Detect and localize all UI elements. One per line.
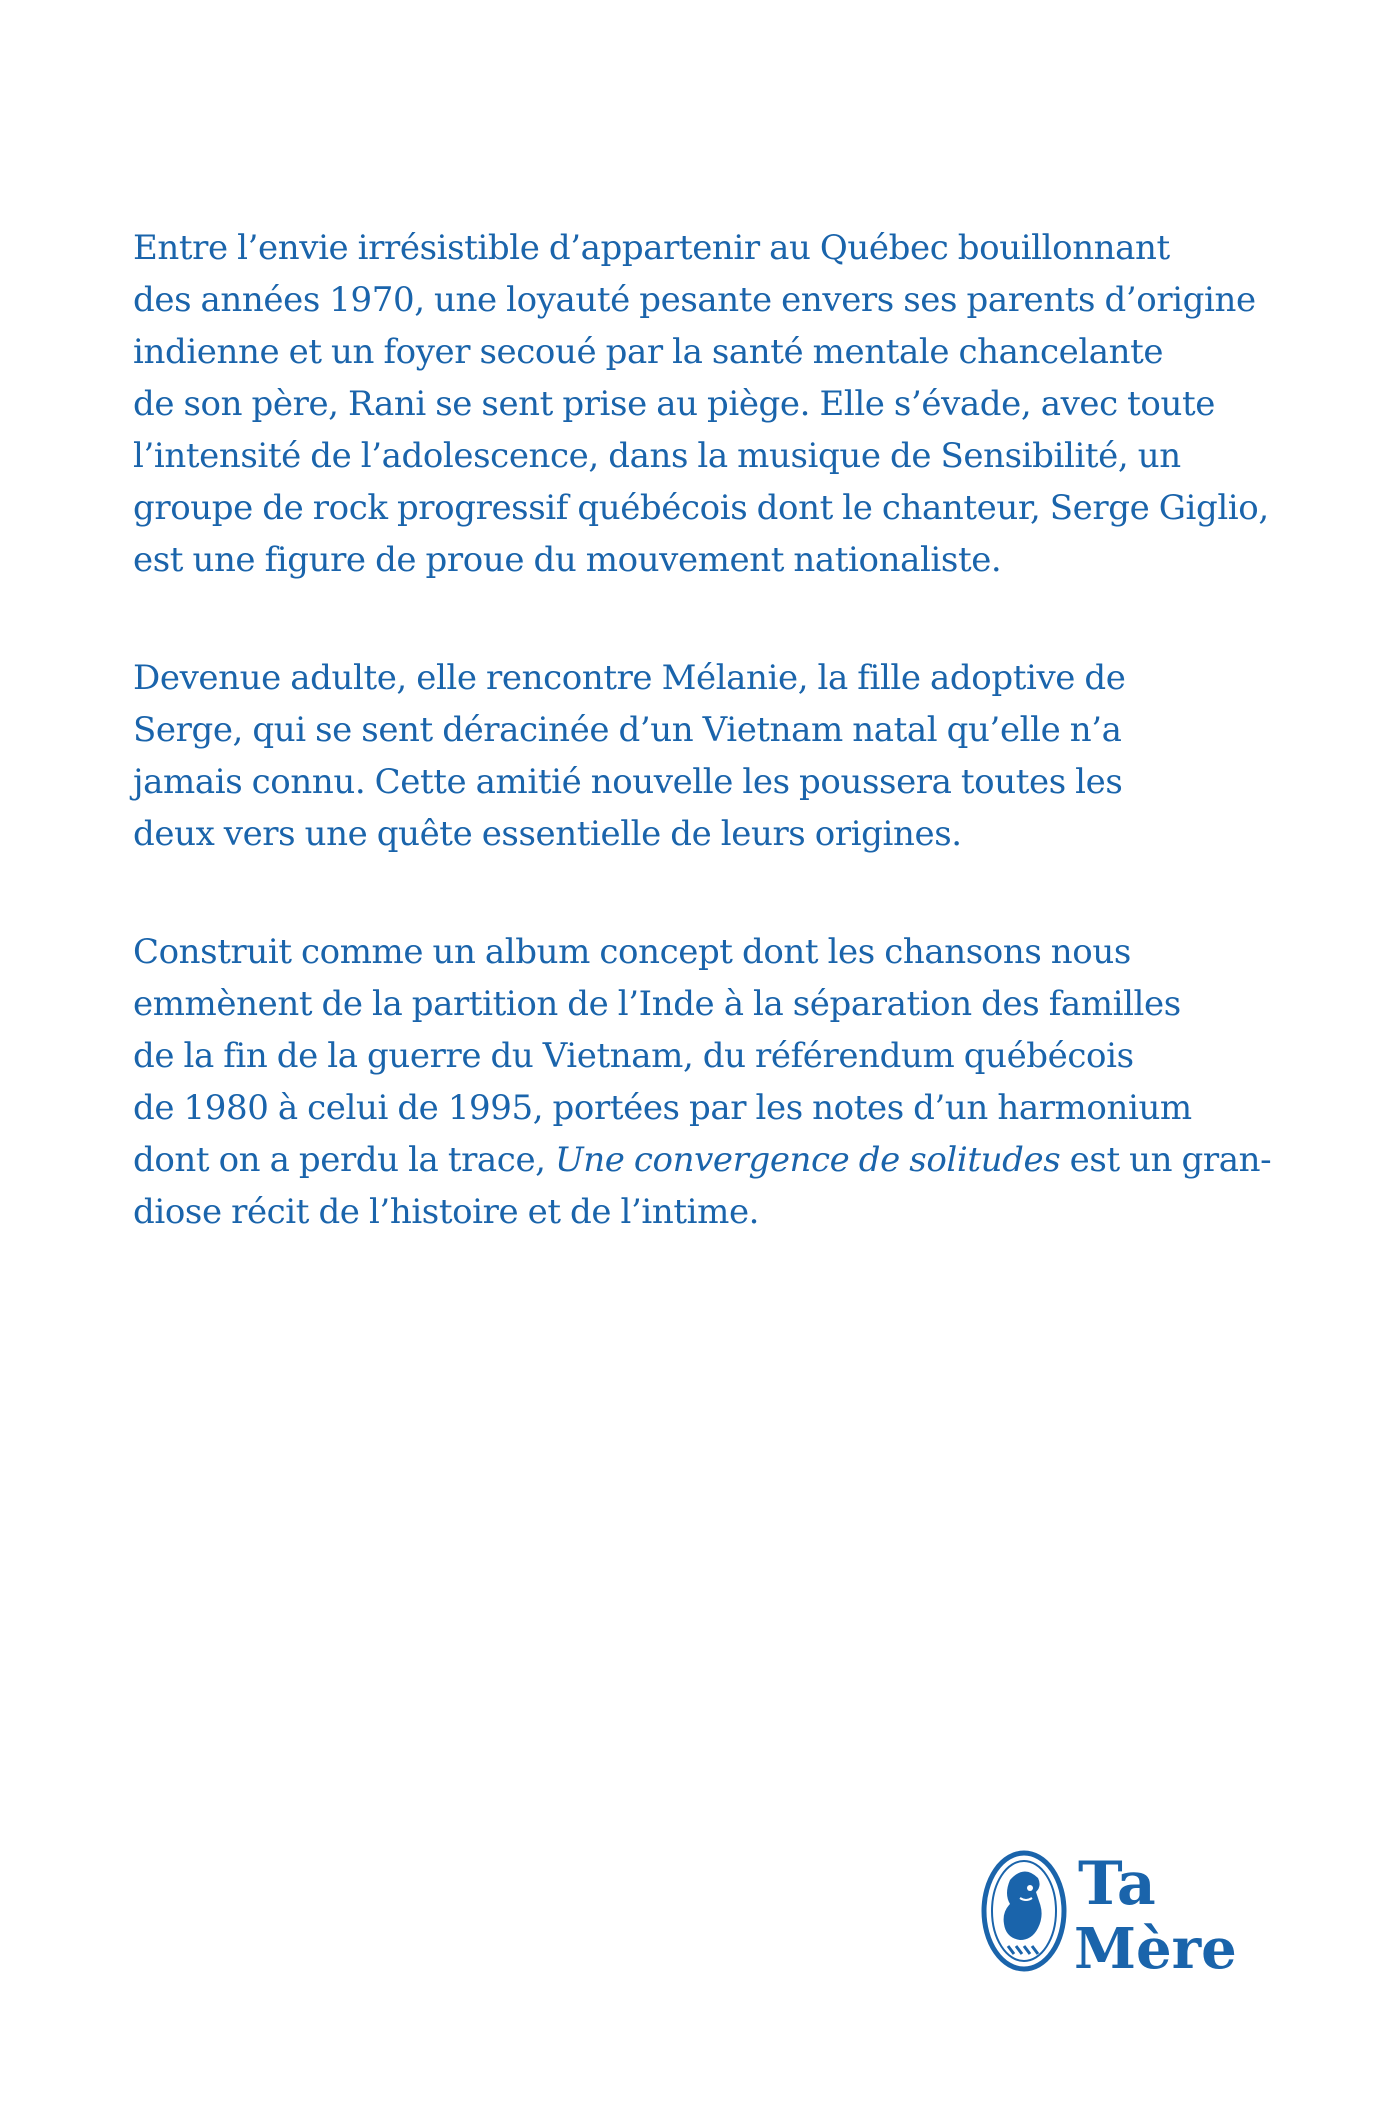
blurb-line: de la fin de la guerre du Vietnam, du référendum québécois (133, 1036, 1134, 1076)
book-blurb (133, 222, 1272, 1304)
blurb-line: est une figure de proue du mouvement nationaliste. (133, 540, 1002, 580)
figure-seal-icon (984, 1853, 1064, 1969)
blurb-line: deux vers une quête essentielle de leurs origines. (133, 814, 962, 854)
blurb-line: groupe de rock progressif québécois dont le chanteur, Serge Giglio, (133, 488, 1269, 528)
blurb-line: de 1980 à celui de 1995, portées par les notes d’un harmonium (133, 1088, 1192, 1128)
book-title: Une convergence de solitudes (554, 1140, 1061, 1180)
blurb-line: l’intensité de l’adolescence, dans la musique de Sensibilité, un (133, 436, 1181, 476)
blurb-line: diose récit de l’histoire et de l’intime. (133, 1192, 760, 1232)
publisher-logo-word-2: Mère (1074, 1916, 1237, 1976)
blurb-line: des années 1970, une loyauté pesante envers ses parents d’origine (133, 280, 1256, 320)
blurb-line: Serge, qui se sent déracinée d’un Vietnam natal qu’elle n’a (133, 710, 1122, 750)
blurb-line: indienne et un foyer secoué par la santé mentale chancelante (133, 332, 1164, 372)
blurb-paragraph-2 (133, 652, 1233, 860)
publisher-logo (980, 1846, 1250, 1976)
blurb-line: emmènent de la partition de l’Inde à la séparation des familles (133, 984, 1181, 1024)
blurb-line: Devenue adulte, elle rencontre Mélanie, la fille adoptive de (133, 658, 1126, 698)
blurb-line: de son père, Rani se sent prise au piège. Elle s’évade, avec toute (133, 384, 1215, 424)
blurb-paragraph-1 (133, 222, 1269, 586)
blurb-text: est un gran- (1060, 1140, 1272, 1180)
blurb-paragraph-3 (133, 926, 1272, 1238)
blurb-line: Construit comme un album concept dont les chansons nous (133, 932, 1131, 972)
blurb-line-with-title (133, 1134, 1272, 1186)
publisher-logo-word-1: Ta (1078, 1849, 1156, 1919)
blurb-line: jamais connu. Cette amitié nouvelle les poussera toutes les (133, 762, 1123, 802)
blurb-line: Entre l’envie irrésistible d’appartenir au Québec bouillonnant (133, 228, 1170, 268)
blurb-text: dont on a perdu la trace, (133, 1140, 555, 1180)
